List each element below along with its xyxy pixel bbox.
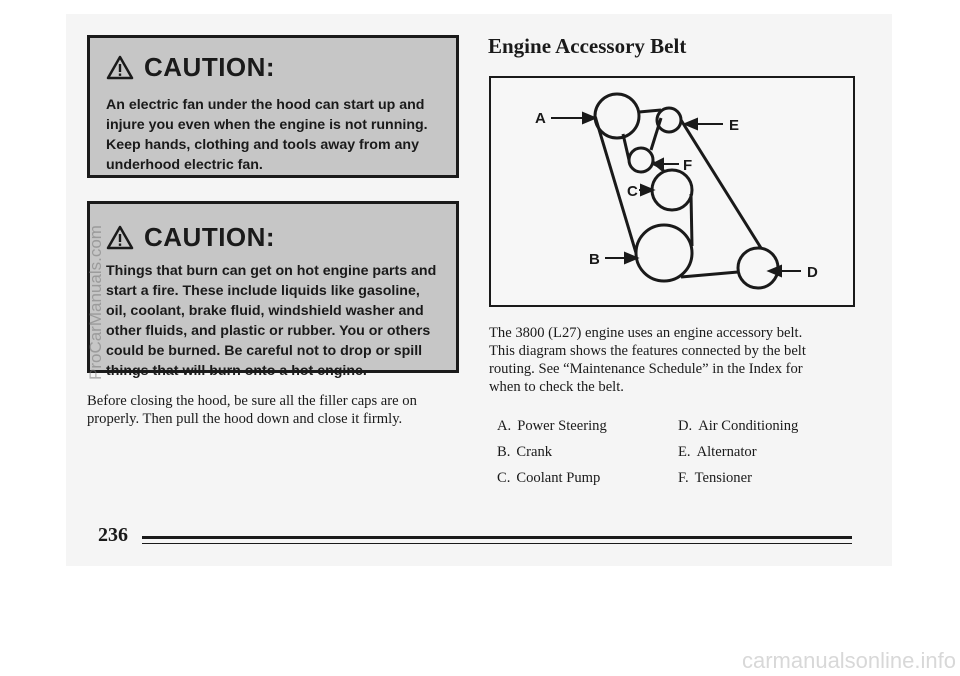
caution-line: oil, coolant, brake fluid, windshield washer and (106, 303, 424, 319)
paragraph-line: when to check the belt. (489, 379, 624, 395)
arrow-a (551, 113, 595, 123)
belt-diagram-svg (491, 78, 853, 305)
belt-description-paragraph (489, 324, 806, 396)
legend-label: Crank (516, 444, 553, 460)
paragraph-line: properly. Then pull the hood down and close it firmly. (87, 411, 403, 427)
caution-line: injure you even when the engine is not running. (106, 117, 428, 133)
legend-item (497, 443, 607, 469)
legend-left (497, 417, 607, 495)
caution-box-fan (87, 35, 459, 178)
legend-key: B. (497, 444, 511, 460)
belt-segment (691, 194, 692, 246)
side-watermark: ProCarManuals.com (86, 225, 105, 380)
pulley-f (629, 148, 653, 172)
caution-title (106, 52, 456, 83)
diagram-label-b: B (589, 251, 600, 268)
caution-line: Things that burn can get on hot engine parts and (106, 263, 437, 279)
diagram-label-a: A (535, 110, 546, 127)
caution-line: could be burned. Be careful not to drop or spill (106, 343, 423, 359)
belt-segment (639, 110, 661, 112)
caution-line: underhood electric fan. (106, 157, 263, 173)
arrow-b (605, 253, 637, 263)
paragraph-line: This diagram shows the features connected by the belt (489, 343, 806, 359)
caution-line: An electric fan under the hood can start up and (106, 97, 425, 113)
warning-triangle-icon (106, 55, 134, 80)
arrow-f (653, 159, 679, 169)
caution-line: start a fire. These include liquids like gasoline, (106, 283, 420, 299)
legend-label: Air Conditioning (698, 418, 799, 434)
pulley-d (738, 248, 778, 288)
paragraph-line: The 3800 (L27) engine uses an engine accessory belt. (489, 325, 803, 341)
belt-routing-diagram (489, 76, 855, 307)
legend-label: Alternator (696, 444, 757, 460)
legend-item (497, 417, 607, 443)
legend-item (678, 443, 798, 469)
caution-body (106, 261, 456, 381)
hood-closing-paragraph (87, 392, 417, 428)
legend-item (678, 417, 798, 443)
diagram-label-c: C (627, 183, 638, 200)
caution-title-text: CAUTION: (144, 222, 276, 252)
page-number: 236 (98, 524, 128, 546)
caution-box-fire (87, 201, 459, 379)
diagram-label-f: F (683, 157, 693, 174)
section-title: Engine Accessory Belt (488, 34, 687, 58)
caution-line: things that will burn onto a hot engine. (106, 363, 367, 379)
pulley-b (636, 225, 692, 281)
paragraph-line: Before closing the hood, be sure all the filler caps are on (87, 393, 417, 409)
belt-segment (681, 272, 738, 277)
legend-key: E. (678, 444, 691, 460)
footer-watermark: carmanualsonline.info (741, 648, 956, 673)
warning-triangle-icon (106, 225, 134, 250)
belt-segment (623, 134, 629, 160)
caution-title-text: CAUTION: (144, 52, 276, 82)
diagram-label-d: D (807, 264, 818, 281)
arrow-d (769, 266, 801, 276)
caution-line: other fluids, and plastic or rubber. You or others (106, 323, 431, 339)
legend-right (678, 417, 798, 495)
legend-label: Coolant Pump (516, 470, 601, 486)
pulley-a (595, 94, 639, 138)
footer-rule-thin (142, 543, 852, 544)
legend-label: Tensioner (694, 470, 752, 486)
pulley-c (652, 170, 692, 210)
diagram-label-e: E (729, 117, 740, 134)
legend-item (497, 469, 607, 495)
paragraph-line: routing. See “Maintenance Schedule” in the Index for (489, 361, 803, 377)
footer-rule-thick (142, 536, 852, 539)
caution-line: Keep hands, clothing and tools away from any (106, 137, 419, 153)
caution-title (106, 222, 456, 253)
legend-key: A. (497, 418, 512, 434)
caution-body (106, 95, 456, 175)
arrow-e (685, 119, 723, 129)
legend-item (678, 469, 798, 495)
legend-key: F. (678, 470, 689, 486)
legend-label: Power Steering (517, 418, 607, 434)
legend-key: C. (497, 470, 511, 486)
legend-key: D. (678, 418, 693, 434)
